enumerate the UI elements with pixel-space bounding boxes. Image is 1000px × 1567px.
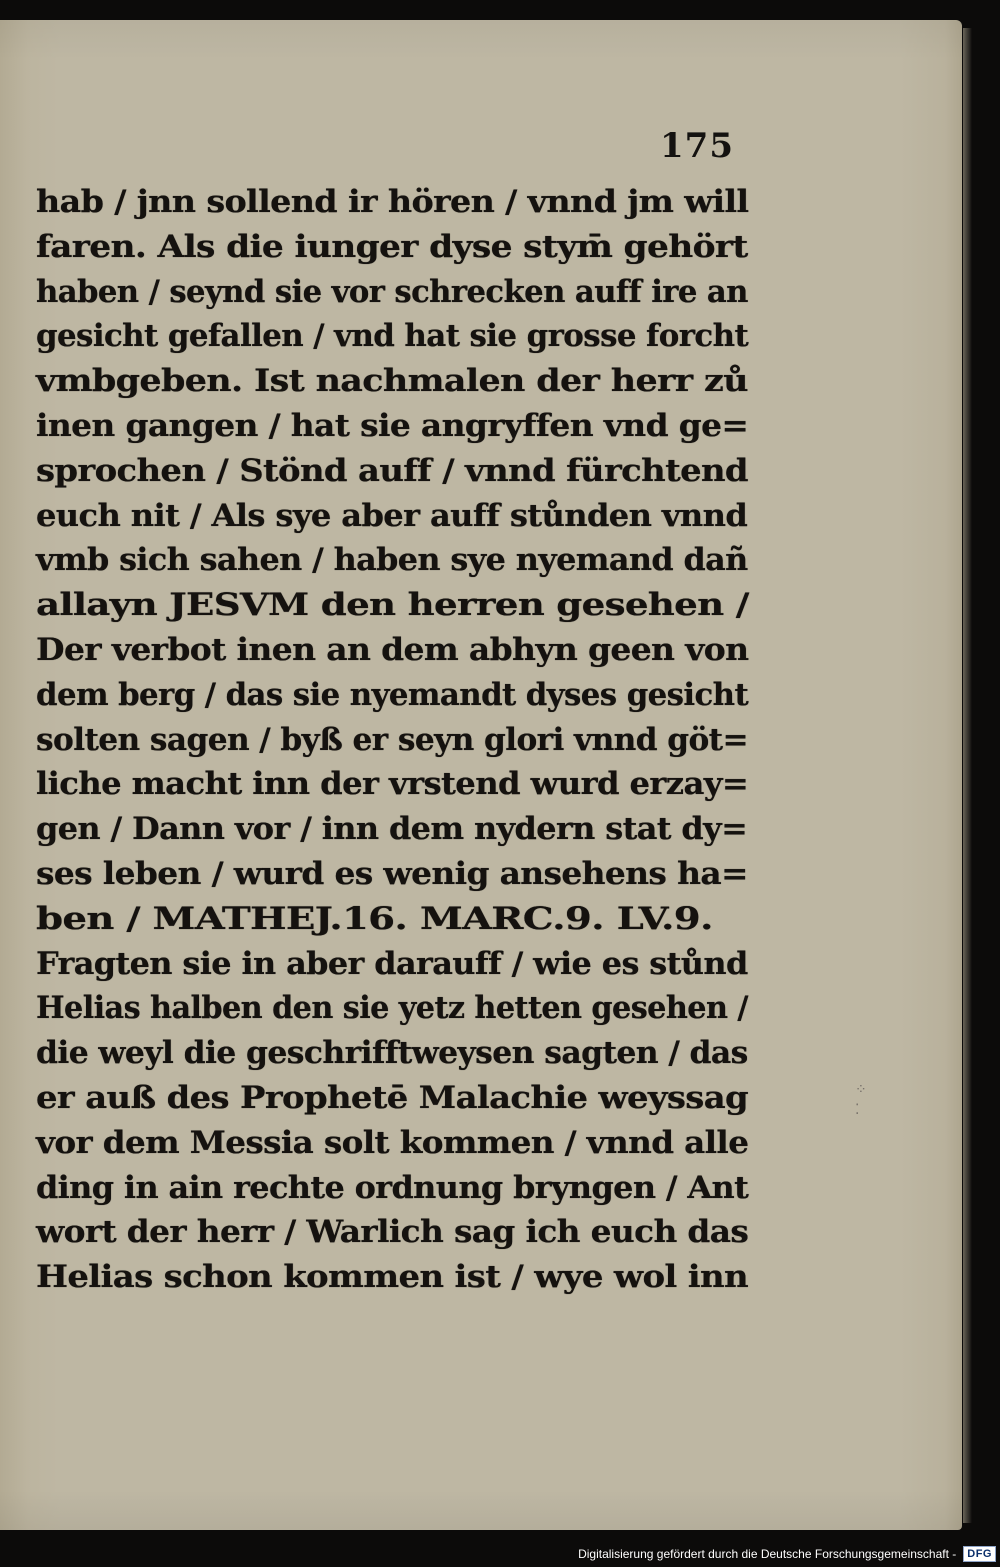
dfg-logo-icon: DFG <box>963 1546 996 1562</box>
funding-credit: Digitalisierung gefördert durch die Deutsche Forschungsgemeinschaft - <box>575 1545 959 1563</box>
text-line: euch nit / Als sye aber auff stůnden vnnd <box>36 497 748 534</box>
text-line: allayn JESVM den herren gesehen / <box>36 587 749 624</box>
text-line: gen / Dann vor / inn dem nydern stat dy= <box>36 811 748 848</box>
text-line: ses leben / wurd es wenig ansehens ha= <box>36 855 748 892</box>
text-line: hab / jnn sollend ir hören / vnnd jm will <box>36 184 749 220</box>
book-page <box>0 20 962 1530</box>
text-line: liche macht inn der vrstend wurd erzay= <box>36 766 749 803</box>
text-line: faren. Als die iunger dyse stym̄ gehört <box>36 228 748 265</box>
text-line: er auß des Prophetē Malachie weyssag <box>36 1079 749 1116</box>
text-line: solten sagen / byß er seyn glori vnnd göt= <box>36 721 749 758</box>
text-line: Fragten sie in aber darauff / wie es stůnd <box>36 945 748 982</box>
paper-specks: ⁘ ⁚ <box>855 1082 867 1118</box>
text-line: ben / MATHEJ.16. MARC.9. LV.9. <box>36 900 713 937</box>
text-line: sprochen / Stönd auff / vnnd fürchtend <box>36 452 748 489</box>
text-line: Helias schon kommen ist / wye wol inn <box>36 1259 749 1296</box>
text-line: ding in ain rechte ordnung bryngen / Ant <box>36 1169 749 1206</box>
text-line: Helias halben den sie yetz hetten gesehen / <box>36 990 748 1027</box>
text-block <box>36 180 748 1300</box>
text-line: haben / seynd sie vor schrecken auff ire an <box>36 273 748 310</box>
text-line: gesicht gefallen / vnd hat sie grosse forcht <box>36 318 749 355</box>
text-line: vor dem Messia solt kommen / vnnd alle <box>36 1124 749 1161</box>
text-line: vmbgeben. Ist nachmalen der herr zů <box>36 363 748 400</box>
text-line: die weyl die geschrifftweysen sagten / das <box>36 1035 748 1072</box>
page-number: 175 <box>660 126 734 166</box>
text-line: vmb sich sahen / haben sye nyemand dañ <box>36 542 748 579</box>
text-line: wort der herr / Warlich sag ich euch das <box>36 1214 749 1251</box>
footer-bar <box>575 1541 1000 1567</box>
text-line: dem berg / das sie nyemandt dyses gesicht <box>36 676 749 713</box>
page-edge <box>963 28 972 1523</box>
text-line: Der verbot inen an dem abhyn geen von <box>36 631 749 668</box>
text-line: inen gangen / hat sie angryffen vnd ge= <box>36 407 749 444</box>
